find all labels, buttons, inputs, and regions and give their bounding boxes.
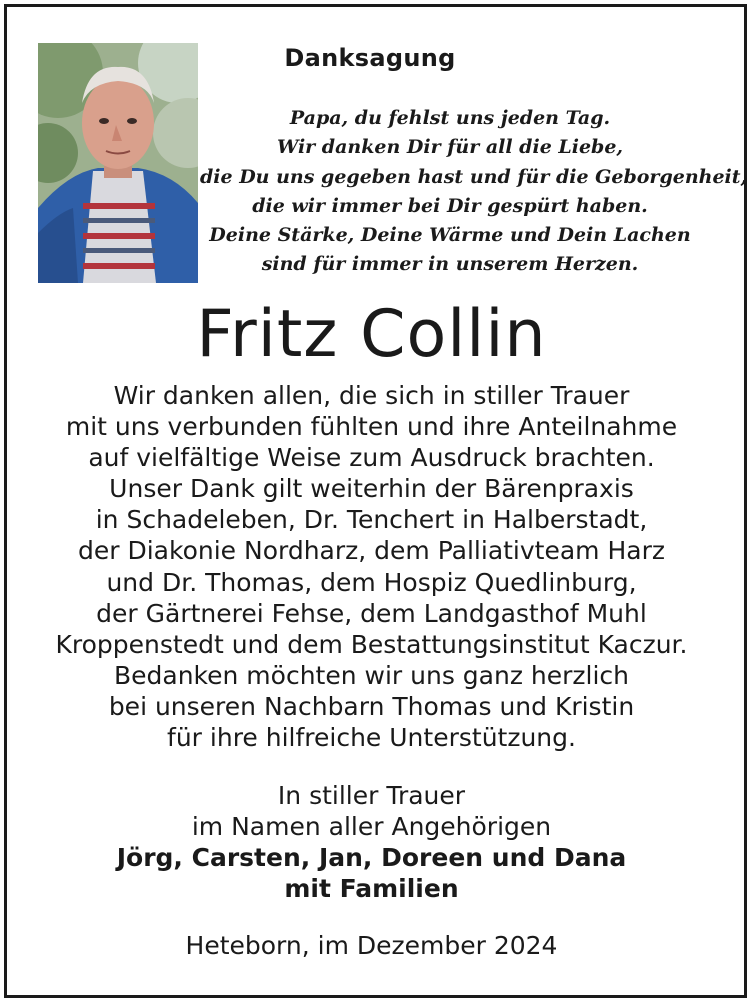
poem-line: die wir immer bei Dir gespürt haben. <box>252 194 648 217</box>
thanks-line: Wir danken allen, die sich in stiller Trauer <box>113 381 630 410</box>
thanks-line: bei unseren Nachbarn Thomas und Kristin <box>108 691 635 721</box>
thanks-line: Bedanken möchten wir uns ganz herzlich <box>113 660 630 690</box>
poem-line: Papa, du fehlst uns jeden Tag. <box>289 107 611 129</box>
poem-line: Wir danken Dir für all die Liebe, <box>276 136 624 159</box>
place-date: Heteborn, im Dezember 2024 <box>185 931 558 960</box>
poem-line: die Du uns gegeben hast und für die Geborgenheit, <box>200 165 748 188</box>
thanks-line: Unser Dank gilt weiterhin der Bärenpraxis <box>109 474 634 504</box>
thanks-line: der Diakonie Nordharz, dem Palliativteam Harz <box>78 536 665 566</box>
thanks-line: auf vielfältige Weise zum Ausdruck brachten. <box>88 443 655 473</box>
deceased-name: Fritz Collin <box>196 297 547 372</box>
thanks-text <box>0 380 743 753</box>
thanks-line: mit uns verbunden fühlten und ihre Anteilnahme <box>65 412 678 442</box>
portrait-photo <box>38 43 198 283</box>
thanks-line: und Dr. Thomas, dem Hospiz Quedlinburg, <box>106 567 637 597</box>
signature-names: Jörg, Carsten, Jan, Doreen und Dana <box>116 843 627 872</box>
poem <box>200 104 748 280</box>
thanks-line: für ihre hilfreiche Unterstützung. <box>167 723 576 753</box>
signature-line-2: im Namen aller Angehörigen <box>191 812 552 841</box>
signature-block <box>0 780 743 904</box>
signature-families: mit Familien <box>284 874 459 903</box>
poem-line: sind für immer in unserem Herzen. <box>261 253 639 276</box>
notice-heading: Danksagung <box>284 44 456 72</box>
thanks-line: Kroppenstedt und dem Bestattungsinstitut Kaczur. <box>55 629 688 659</box>
thanks-line: in Schadeleben, Dr. Tenchert in Halberstadt, <box>95 505 648 535</box>
thanks-line: der Gärtnerei Fehse, dem Landgasthof Muhl <box>96 598 647 628</box>
poem-line: Deine Stärke, Deine Wärme und Dein Lachen <box>209 224 691 247</box>
signature-line-1: In stiller Trauer <box>277 781 466 810</box>
